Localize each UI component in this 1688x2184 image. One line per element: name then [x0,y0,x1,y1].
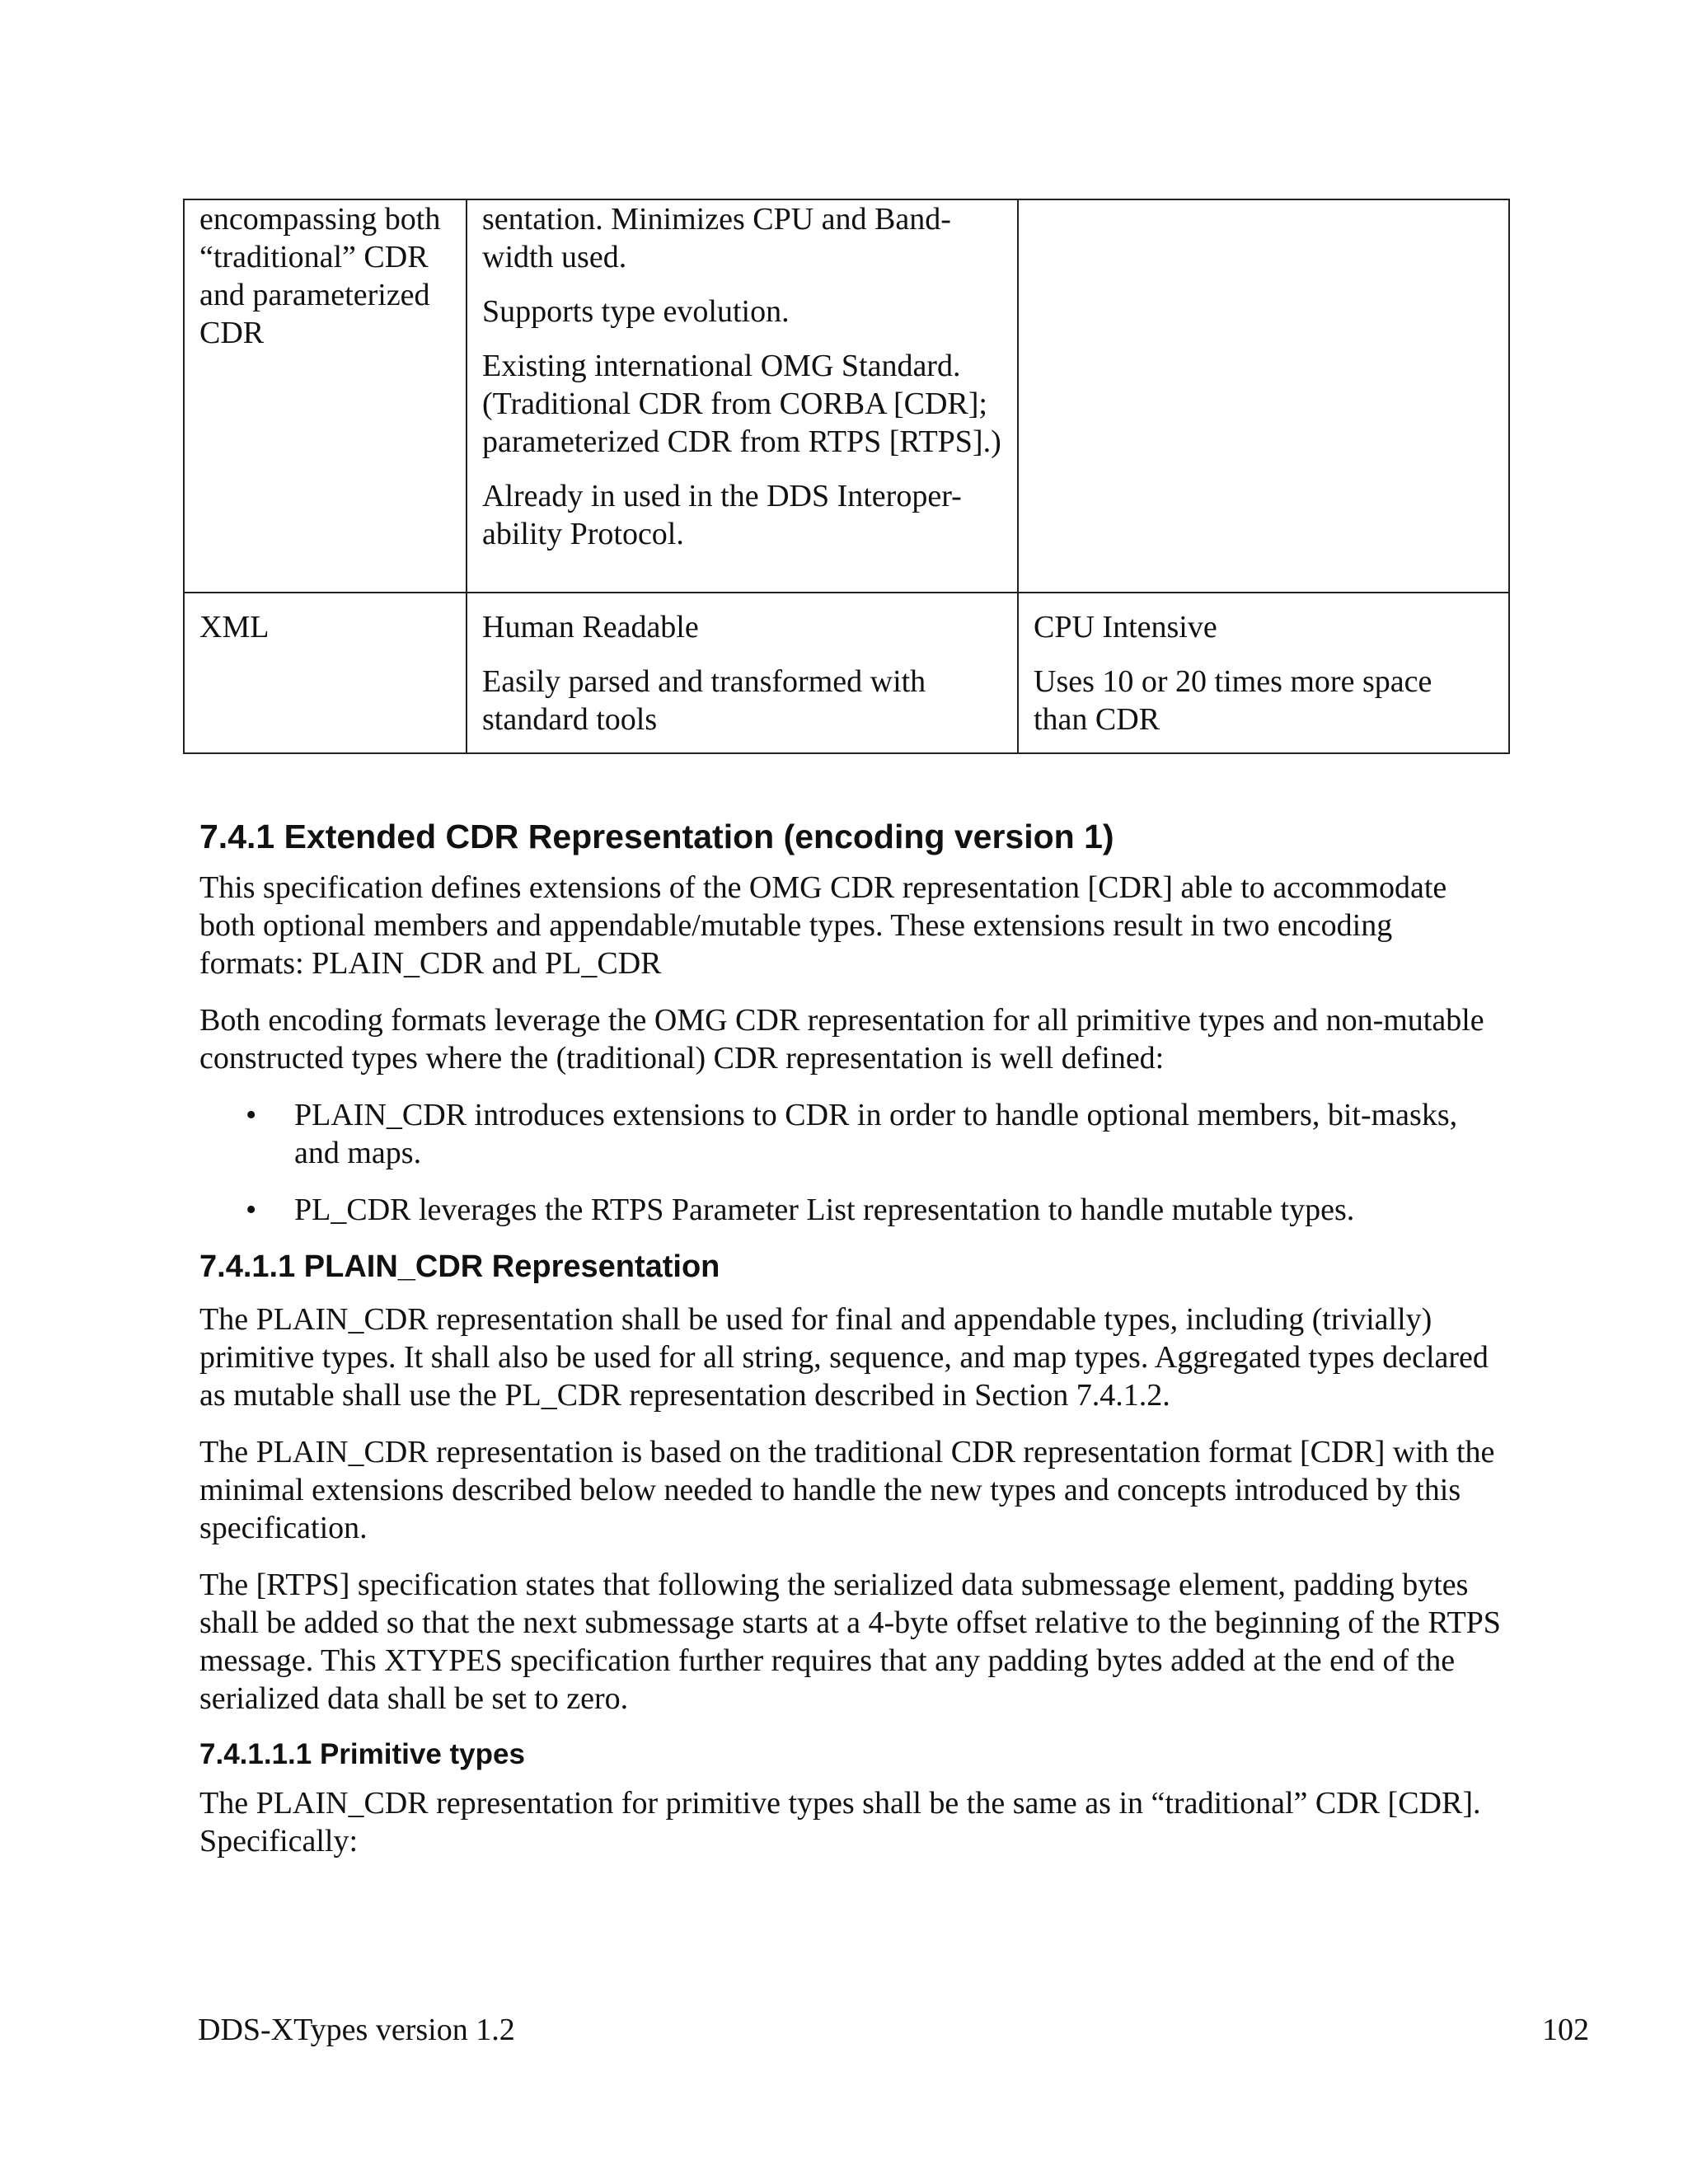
cell-text: Uses 10 or 20 times more space than CDR [1034,664,1432,737]
paragraph: The PLAIN_CDR representation is based on the traditional CDR representation format [CDR] with the minimal extensions described below needed to handle the new types and concepts introduced by this specification. [199,1435,1495,1545]
paragraph: The [RTPS] specification states that following the serialized data submessage element, padding bytes shall be added so that the next submessage starts at a 4-byte offset relative to the beginning of the RTPS message. This XTYPES specification further requires that any padding bytes added at the end of the serialized data shall be set to zero. [199,1568,1501,1716]
cell-text: Existing international OMG Standard. (Traditional CDR from CORBA [CDR]; parameterized CDR from RTPS [RTPS].) [482,349,1001,459]
paragraph: This specification defines extensions of the OMG CDR representation [CDR] able to accommodate both optional members and appendable/mutable types. These extensions result in two encoding formats: PLAIN_CDR and PL_CDR [199,870,1447,981]
section-heading-7-4-1-1: 7.4.1.1 PLAIN_CDR Representation [199,1249,720,1284]
paragraph: The PLAIN_CDR representation for primitive types shall be the same as in “traditional” CDR [CDR]. Specifically: [199,1786,1481,1858]
table-row [184,199,1509,593]
section-heading-7-4-1: 7.4.1 Extended CDR Representation (encoding version 1) [199,818,1114,855]
paragraph: The PLAIN_CDR representation shall be used for final and appendable types, including (trivially) primitive types. It shall also be used for all string, sequence, and map types. Aggregated types declared as mutable shall use the PL_CDR representation described in Section 7.4.1.2. [199,1302,1489,1413]
cell-text: Supports type evolution. [482,294,790,329]
cell-text: sentation. Minimizes CPU and Band-width used. [482,202,951,274]
bullet-icon: • [246,1193,257,1227]
cell-text: encompassing both “traditional” CDR and parameterized CDR [199,202,441,350]
footer-document-title: DDS-XTypes version 1.2 [198,2013,515,2047]
cell-text: CPU Intensive [1034,610,1217,644]
table-cell-disadvantages [1018,199,1509,593]
representation-comparison-table [183,199,1510,754]
list-item [199,1191,1502,1229]
bullet-list [199,1096,1502,1229]
cell-text: Already in used in the DDS Interoper-ability Protocol. [482,479,962,551]
bullet-icon: • [246,1098,257,1132]
page-number: 102 [1542,2013,1589,2047]
cell-text: Easily parsed and transformed with standard tools [482,664,926,737]
table-row [184,593,1509,753]
table-cell-name [184,199,467,593]
list-item-text: PLAIN_CDR introduces extensions to CDR in order to handle optional members, bit-masks, and maps. [294,1098,1458,1170]
table-cell-advantages [467,593,1018,753]
paragraph: Both encoding formats leverage the OMG CDR representation for all primitive types and non-mutable constructed types where the (traditional) CDR representation is well defined: [199,1003,1484,1076]
list-item-text: PL_CDR leverages the RTPS Parameter List representation to handle mutable types. [294,1193,1355,1227]
table-cell-name [184,593,467,753]
table-cell-advantages [467,199,1018,593]
cell-text: XML [199,610,270,644]
section-heading-7-4-1-1-1: 7.4.1.1.1 Primitive types [199,1738,525,1770]
cell-text: Human Readable [482,610,699,644]
list-item [199,1096,1502,1172]
table-cell-disadvantages [1018,593,1509,753]
main-content [199,816,1502,1879]
